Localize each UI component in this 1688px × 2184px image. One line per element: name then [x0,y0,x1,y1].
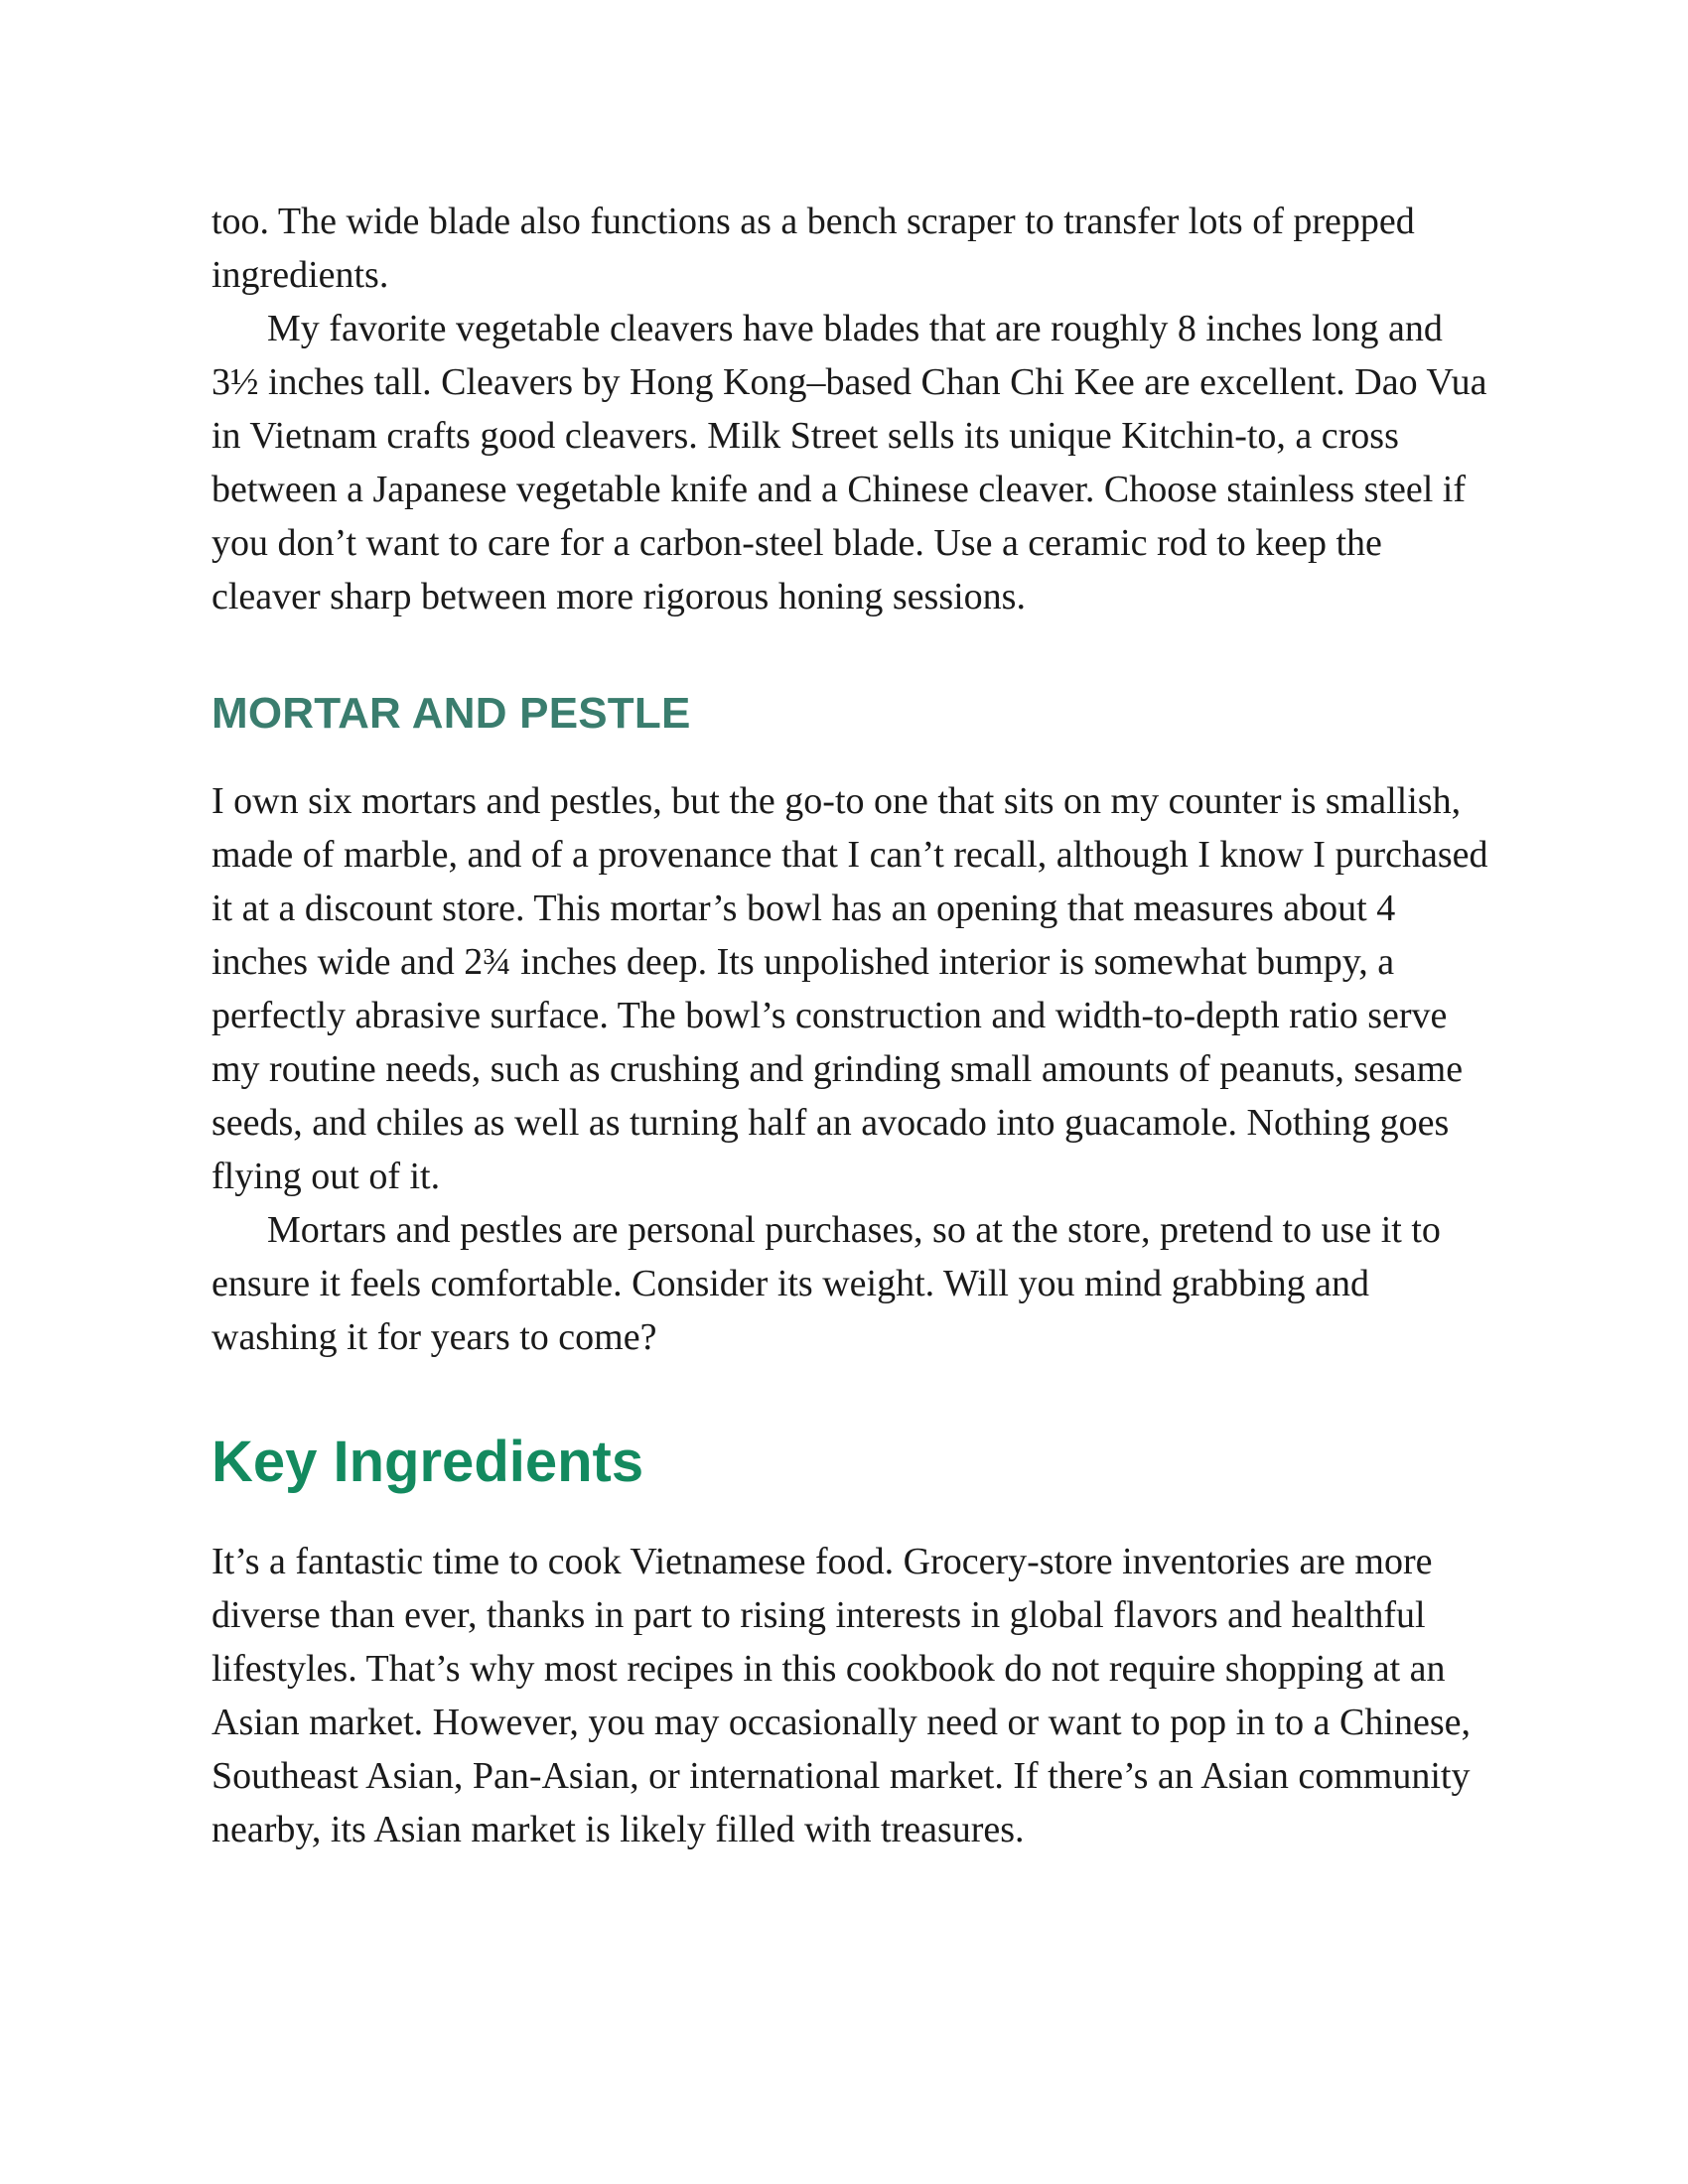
page-body [211,195,1492,1856]
mortar-paragraph-1: I own six mortars and pestles, but the go-to one that sits on my counter is smallish, made of marble, and of a provenance that I can’t recall, although I know I purchased it at a discount store. This mortar’s bowl has an opening that measures about 4 inches wide and 2¾ inches deep. Its unpolished interior is somewhat bumpy, a perfectly abrasive surface. The bowl’s construction and width-to-depth ratio serve my routine needs, such as crushing and grinding small amounts of peanuts, sesame seeds, and chiles as well as turning half an avocado into guacamole. Nothing goes flying out of it. [211,780,1488,1197]
cleaver-recommendations-paragraph: My favorite vegetable cleavers have blades that are roughly 8 inches long and 3½ inches tall. Cleavers by Hong Kong–based Chan Chi Kee are excellent. Dao Vua in Vietnam crafts good cleavers. Milk Street sells its unique Kitchin-to, a cross between a Japanese vegetable knife and a Chinese cleaver. Choose stainless steel if you don’t want to care for a carbon-steel blade. Use a ceramic rod to keep the cleaver sharp between more rigorous honing sessions. [211,308,1487,617]
mortar-paragraph-2: Mortars and pestles are personal purchases, so at the store, pretend to use it to ensure it feels comfortable. Consider its weight. Will you mind grabbing and washing it for years to come? [211,1209,1441,1358]
key-ingredients-heading: Key Ingredients [211,1430,644,1494]
cleaver-continued-paragraph: too. The wide blade also functions as a bench scraper to transfer lots of prepped ingredients. [211,201,1415,296]
mortar-and-pestle-heading: MORTAR AND PESTLE [211,689,691,738]
ingredients-paragraph-1: It’s a fantastic time to cook Vietnamese food. Grocery-store inventories are more diverse than ever, thanks in part to rising interests in global flavors and healthful lifestyles. That’s why most recipes in this cookbook do not require shopping at an Asian market. However, you may occasionally need or want to pop in to a Chinese, Southeast Asian, Pan-Asian, or international market. If there’s an Asian community nearby, its Asian market is likely filled with treasures. [211,1541,1471,1850]
